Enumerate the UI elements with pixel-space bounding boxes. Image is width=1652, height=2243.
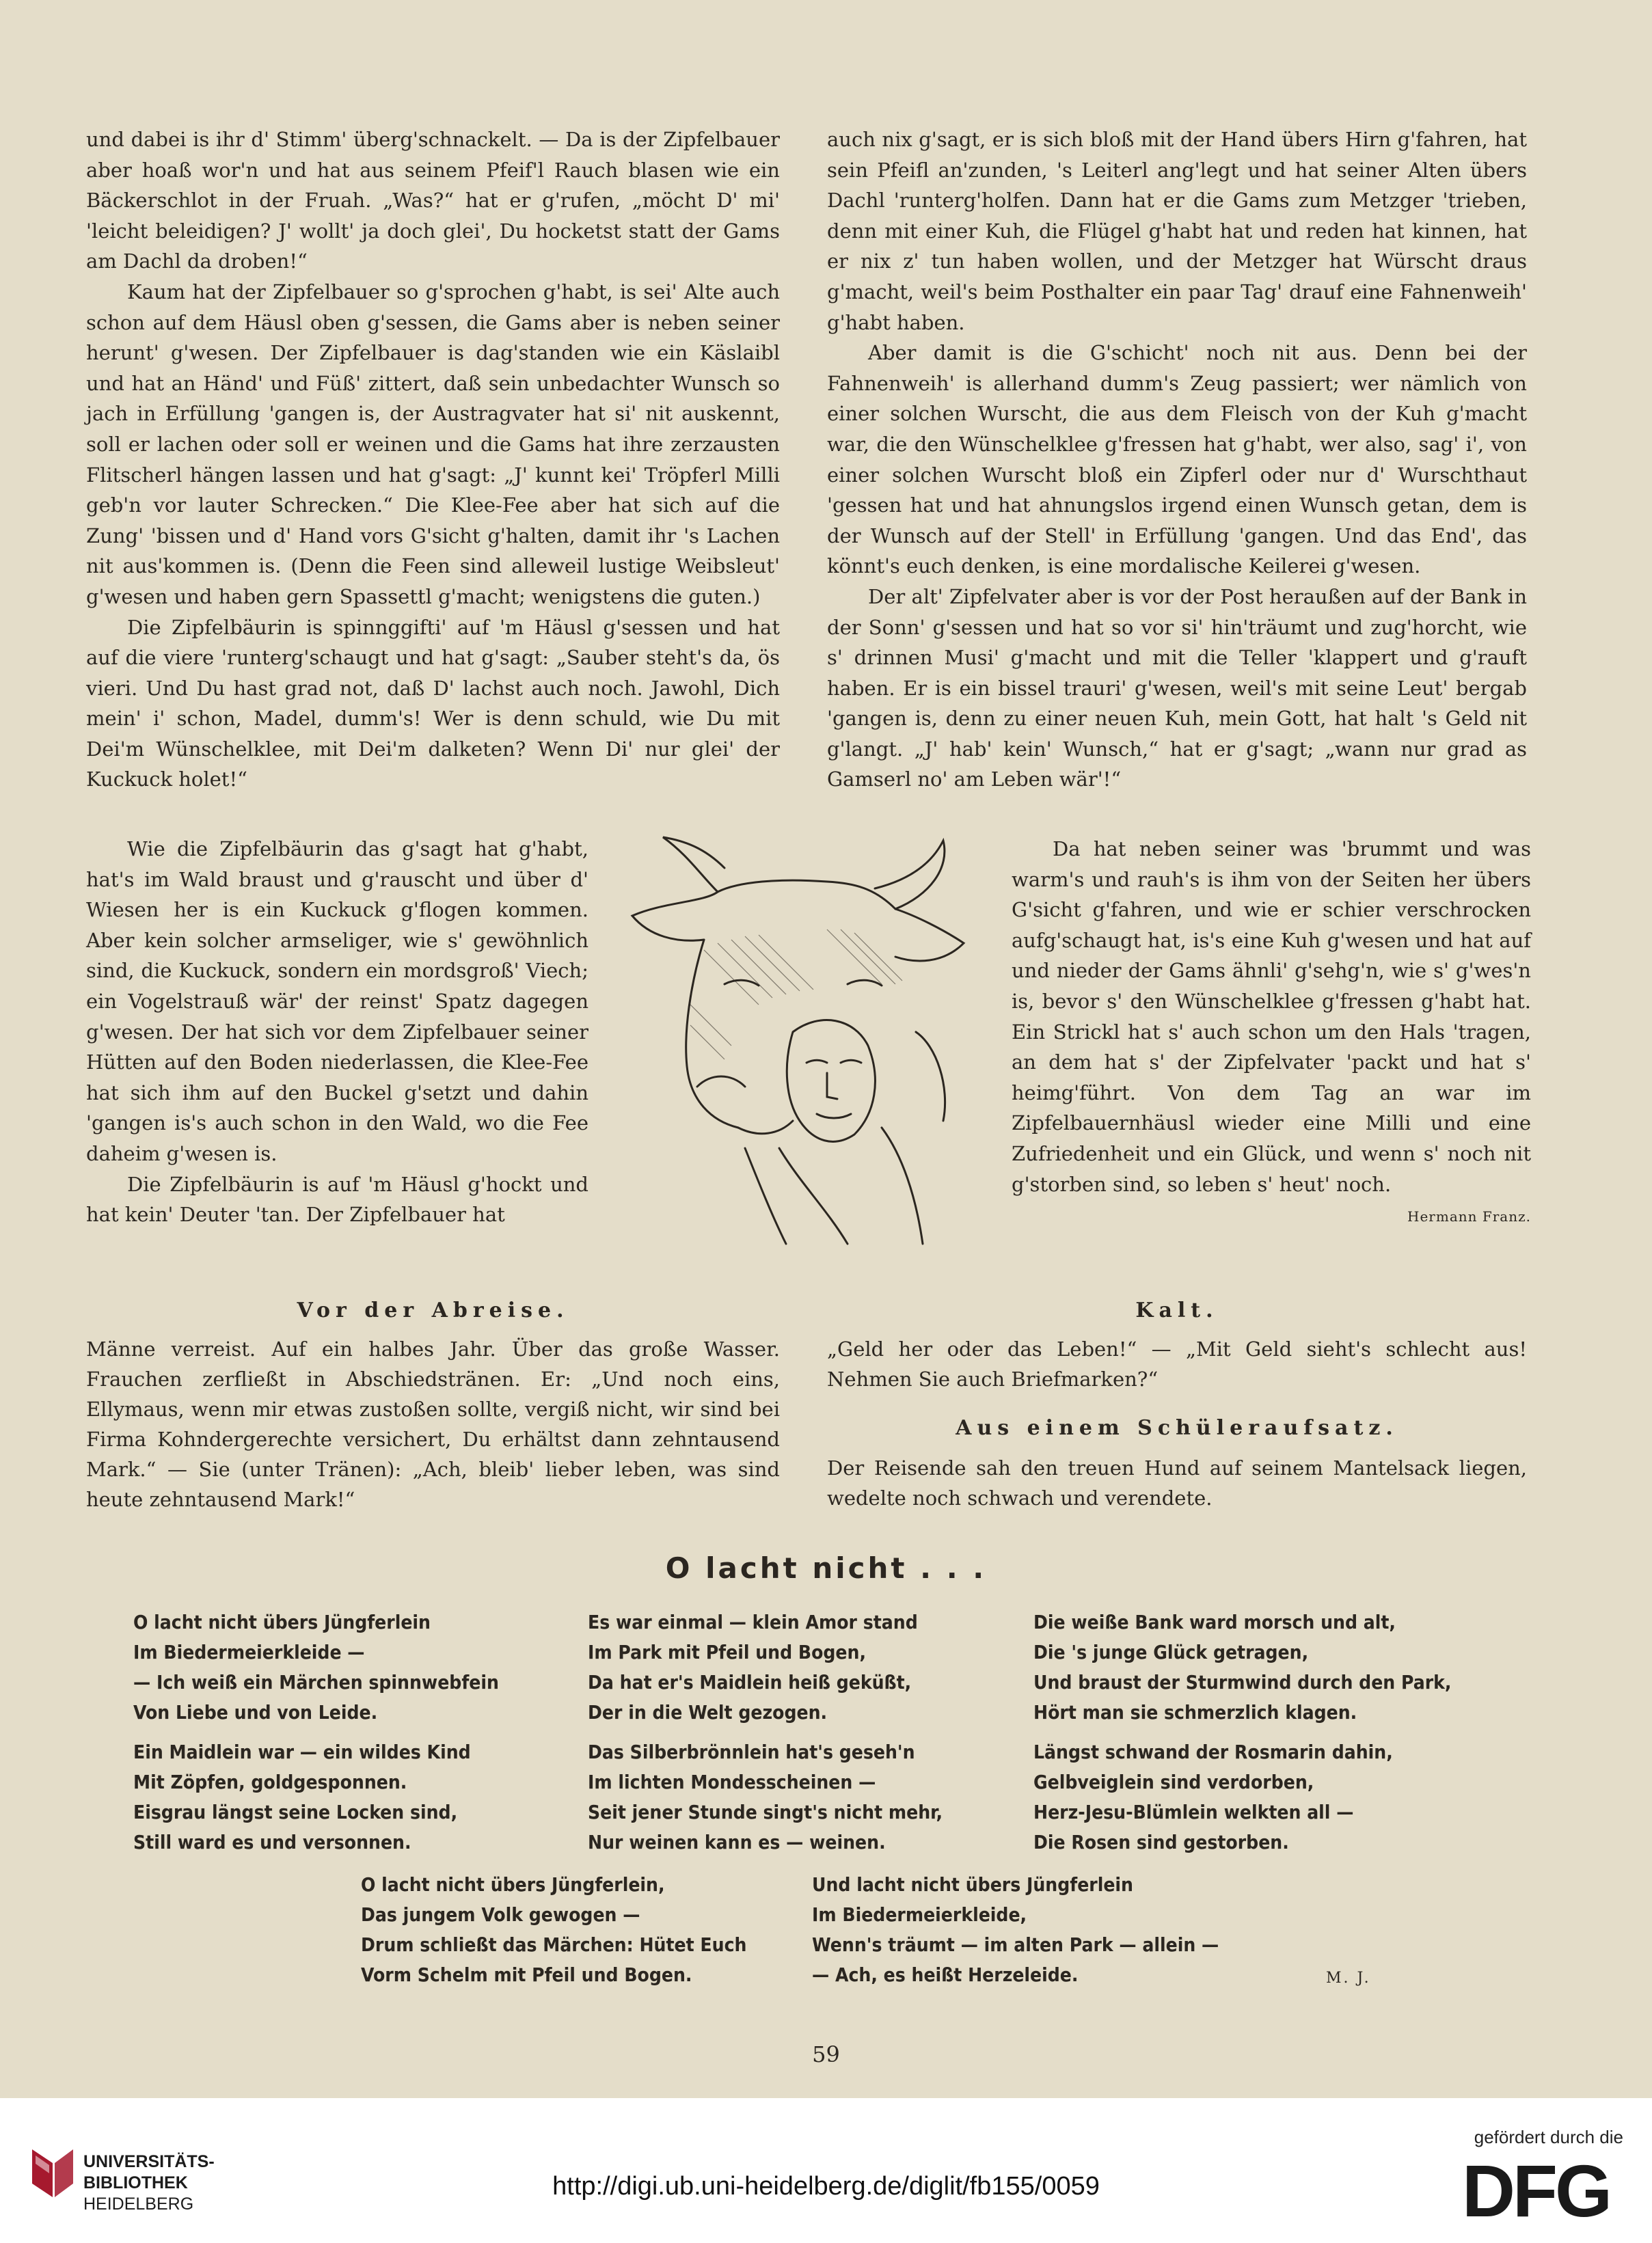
poem-line: Die Rosen sind gestorben. [1033,1831,1289,1853]
poem-line: Der in die Welt gezogen. [588,1701,828,1724]
poem-title: O lacht nicht . . . [665,1551,987,1585]
heading-schueleraufsatz: Aus einem Schüleraufsatz. [956,1416,1398,1440]
funding-caption: gefördert durch die [1474,2127,1623,2147]
story-paragraph: Da hat neben seiner was 'brummt und was warm's und rauh's is ihm von der Seiten her übers G'sicht g'fahren, und wie er schier verschrocken aufg'schaugt hat, is's eine Kuh g'wesen und hat auf und nieder der Gams ähnli' g'sehg'n, wie s' g'wes'n is, bevor s' den Wünschelklee g'fressen g'habt hat. Ein Strickl hat s' auch schon um den Hals 'tragen, an dem hat s' der Zipfelvater 'packt und hat s' heimg'führt. Von dem Tag an war im Zipfelbauernhäusl wieder eine Milli und eine Zufriedenheit und ein Glück, und wenn s' noch nit g'storben sind, so leben s' heut' noch. [1012,837,1531,1196]
anecdote-kalt: „Geld her oder das Leben!“ — „Mit Geld sieht's schlecht aus! Nehmen Sie auch Briefmarken?“ [827,1337,1527,1391]
poem-line: Still ward es und versonnen. [133,1831,411,1853]
poem-stanza [588,1737,943,1858]
story-paragraph: Die Zipfelbäurin is spinnggifti' auf 'm Häusl g'sessen und hat auf die viere 'runterg'schaugt und hat g'sagt: „Sauber steht's da, ös vieri. Und Du hast grad not, daß D' lachst auch noch. Jawohl, Dich mein' i' schon, Madel, dumm's! Wer is denn schuld, wie Du mit Dei'm Wünschelklee, mit Dei'm dalketen? Wenn Di' nur glei' der Kuckuck holet!“ [86,615,780,791]
poem-stanza [812,1870,1219,1990]
cow-and-old-man-illustration [622,827,1005,1251]
poem-line: Eisgrau längst seine Locken sind, [133,1801,458,1823]
poem-line: Und braust der Sturmwind durch den Park, [1033,1671,1452,1694]
poem-line: Gelbveiglein sind verdorben, [1033,1771,1314,1793]
poem-line: Längst schwand der Rosmarin dahin, [1033,1741,1393,1763]
story-right-column [827,124,1527,795]
poem-line: Herz-Jesu-Blümlein welkten all — [1033,1801,1354,1823]
poem-line: Mit Zöpfen, goldgesponnen. [133,1771,407,1793]
poem-stanza [361,1870,746,1990]
poem-line: Im lichten Mondesscheinen — [588,1771,876,1793]
story-paragraph: Die Zipfelbäurin is auf 'm Häusl g'hockt und hat kein' Deuter 'tan. Der Zipfelbauer hat [86,1172,588,1227]
university-library-name: UNIVERSITÄTS- BIBLIOTHEK HEIDELBERG [83,2152,215,2214]
poem-line: — Ach, es heißt Herzeleide. [812,1963,1079,1986]
poem-line: Wenn's träumt — im alten Park — allein — [812,1933,1219,1956]
poem-line: Und lacht nicht übers Jüngferlein [812,1873,1133,1896]
story-paragraph: Kaum hat der Zipfelbauer so g'sprochen g'habt, is sei' Alte auch schon auf dem Häusl oben g'sessen, die Gams aber is neben seiner herunt' g'wesen. Der Zipfelbauer is dag'standen wie ein Käslaibl und hat an Händ' und Füß' zittert, daß sein unbedachter Wunsch so jach in Erfüllung 'gangen is, der Austragvater hat si' nit auskennt, soll er lachen oder soll er weinen und die Gams hat ihre zerzausten Flitscherl hängen lassen und hat g'sagt: „J' kunnt kei' Tröpferl Milli geb'n vor lauter Schrecken.“ Die Klee-Fee aber hat sich auf die Zung' 'bissen und d' Hand vors G'sicht g'halten, damit ihr 's Lachen nit aus'kommen is. (Denn die Feen sind alleweil lustige Weibsleut' g'wesen und haben gern Spassettl g'macht; wenigstens die guten.) [86,280,780,608]
poem-stanza [133,1737,471,1858]
poem-line: Die 's junge Glück getragen, [1033,1641,1309,1663]
anecdote-schueleraufsatz: Der Reisende sah den treuen Hund auf seinem Mantelsack liegen, wedelte noch schwach und verendete. [827,1456,1527,1510]
dfg-logo-icon [1447,2151,1625,2227]
story-left-wrap [86,834,588,1230]
poem-stanza [133,1607,499,1728]
poem-line: Das jungem Volk gewogen — [361,1903,640,1926]
poem-line: Im Park mit Pfeil und Bogen, [588,1641,867,1663]
poem-line: Seit jener Stunde singt's nicht mehr, [588,1801,943,1823]
poem-stanza [1033,1607,1451,1728]
poem-line: Im Biedermeierkleide — [133,1641,365,1663]
poem-line: O lacht nicht übers Jüngferlein [133,1611,431,1633]
story-paragraph: Aber damit is die G'schicht' noch nit aus. Denn bei der Fahnenweih' is allerhand dumm's Zeug passiert; wer nämlich von einer solchen Wurscht, die aus dem Fleisch von der Kuh g'macht war, die den Wünschelklee g'fressen hat g'habt, wer also, sag' i', von einer solchen Wurscht bloß ein Zipferl oder nur d' Wurschthaut 'gessen hat und hat ahnungslos irgend einen Wunsch getan, dem is der Wunsch auf der Stell' in Erfüllung 'gangen. Und das End', das könnt's euch denken, is eine mordalische Keilerei g'wesen. [827,341,1527,578]
page-number: 59 [812,2041,840,2067]
poem-line: Nur weinen kann es — weinen. [588,1831,886,1853]
poem-line: Drum schließt das Märchen: Hütet Euch [361,1933,747,1956]
story-signature: Hermann Franz. [1407,1208,1531,1225]
svg-text:DFG: DFG [1462,2151,1610,2227]
anecdote-vor-der-abreise: Männe verreist. Auf ein halbes Jahr. Über das große Wasser. Frauchen zerfließt in Abschiedstränen. Er: „Und noch eins, Ellymaus, wenn mir etwas zustoßen sollte, vergiß nicht, wir sind bei Firma Kohndergerechte versichert, Du erhältst dann zehntausend Mark.“ — Sie (unter Tränen): „Ach, bleib' lieber leben, was sind heute zehntausend Mark!“ [86,1337,780,1511]
heading-kalt: Kalt. [1135,1299,1219,1322]
poem-line: O lacht nicht übers Jüngferlein, [361,1873,665,1896]
poem-line: Ein Maidlein war — ein wildes Kind [133,1741,471,1763]
poem-line: Im Biedermeierkleide, [812,1903,1027,1926]
poem-stanza [588,1607,918,1728]
story-paragraph: auch nix g'sagt, er is sich bloß mit der Hand übers Hirn g'fahren, hat sein Pfeifl an'zunden, 's Leiterl ang'legt und hat seiner Alten übers Dachl 'runterg'holfen. Dann hat er die Gams zum Metzger 'trieben, denn mit einer Kuh, die Flügel g'habt hat und reden hat kinnen, hat er nix z' tun haben wollen, und der Metzger hat Würscht draus g'macht, weil's beim Posthalter ein paar Tag' drauf eine Fahnenweih' g'habt haben. [827,128,1527,334]
story-paragraph: Der alt' Zipfelvater aber is vor der Post heraußen auf der Bank in der Sonn' g'sessen und hat so vor si' hin'träumt und zug'horcht, wie s' drinnen Musi' g'macht und mit die Teller 'klappert und g'rauft haben. Er is ein bissel trauri' g'wesen, weil's mit seine Leut' bergab 'gangen is, denn zu einer neuen Kuh, mein Gott, hat halt 's Geld nit g'langt. „J' hab' kein' Wunsch,“ hat er g'sagt; „wann nur grad as Gamserl no' am Leben wär'!“ [827,584,1527,791]
poem-line: Das Silberbrönnlein hat's geseh'n [588,1741,915,1763]
poem-line: Hört man sie schmerzlich klagen. [1033,1701,1357,1724]
poem-line: Von Liebe und von Leide. [133,1701,378,1724]
poem-line: Vorm Schelm mit Pfeil und Bogen. [361,1963,692,1986]
poem-line: Die weiße Bank ward morsch und alt, [1033,1611,1396,1633]
story-paragraph: und dabei is ihr d' Stimm' überg'schnackelt. — Da is der Zipfelbauer aber hoaß wor'n und hat aus seinem Pfeif'l Rauch blasen wie ein Bäckerschlot in der Fruah. „Was?“ hat er g'rufen, „möcht D' mi' 'leicht beleidigen? J' wollt' ja doch glei', Du hocketst statt der Gams am Dachl da droben!“ [86,128,780,273]
digital-object-url-link[interactable]: http://digi.ub.uni-heidelberg.de/diglit/fb155/0059 [552,2172,1100,2201]
story-right-wrap [1012,834,1531,1232]
heading-vor-der-abreise: Vor der Abreise. [297,1299,569,1322]
poem-line: Es war einmal — klein Amor stand [588,1611,918,1633]
story-left-column [86,124,780,795]
footer-bar [0,2098,1652,2243]
poem-line: Da hat er's Maidlein heiß geküßt, [588,1671,912,1694]
poem-line: — Ich weiß ein Märchen spinnwebfein [133,1671,499,1694]
poem-stanza [1033,1737,1393,1858]
story-paragraph: Wie die Zipfelbäurin das g'sagt hat g'habt, hat's im Wald braust und g'rauscht und über d' Wiesen her is ein Kuckuck g'flogen kommen. Aber kein solcher armseliger, wie s' gewöhnlich sind, die Kuckuck, sondern ein mordsgroß' Viech; ein Vogelstrauß wär' der reinst' Spatz dagegen g'wesen. Der hat sich vor dem Zipfelbauer seiner Hütten auf den Boden niederlassen, die Klee-Fee hat sich ihm auf den Buckel g'setzt und dahin 'gangen is's auch schon in den Wald, wo die Fee daheim g'wesen is. [86,837,588,1165]
poem-signature: M. J. [1326,1970,1371,1987]
